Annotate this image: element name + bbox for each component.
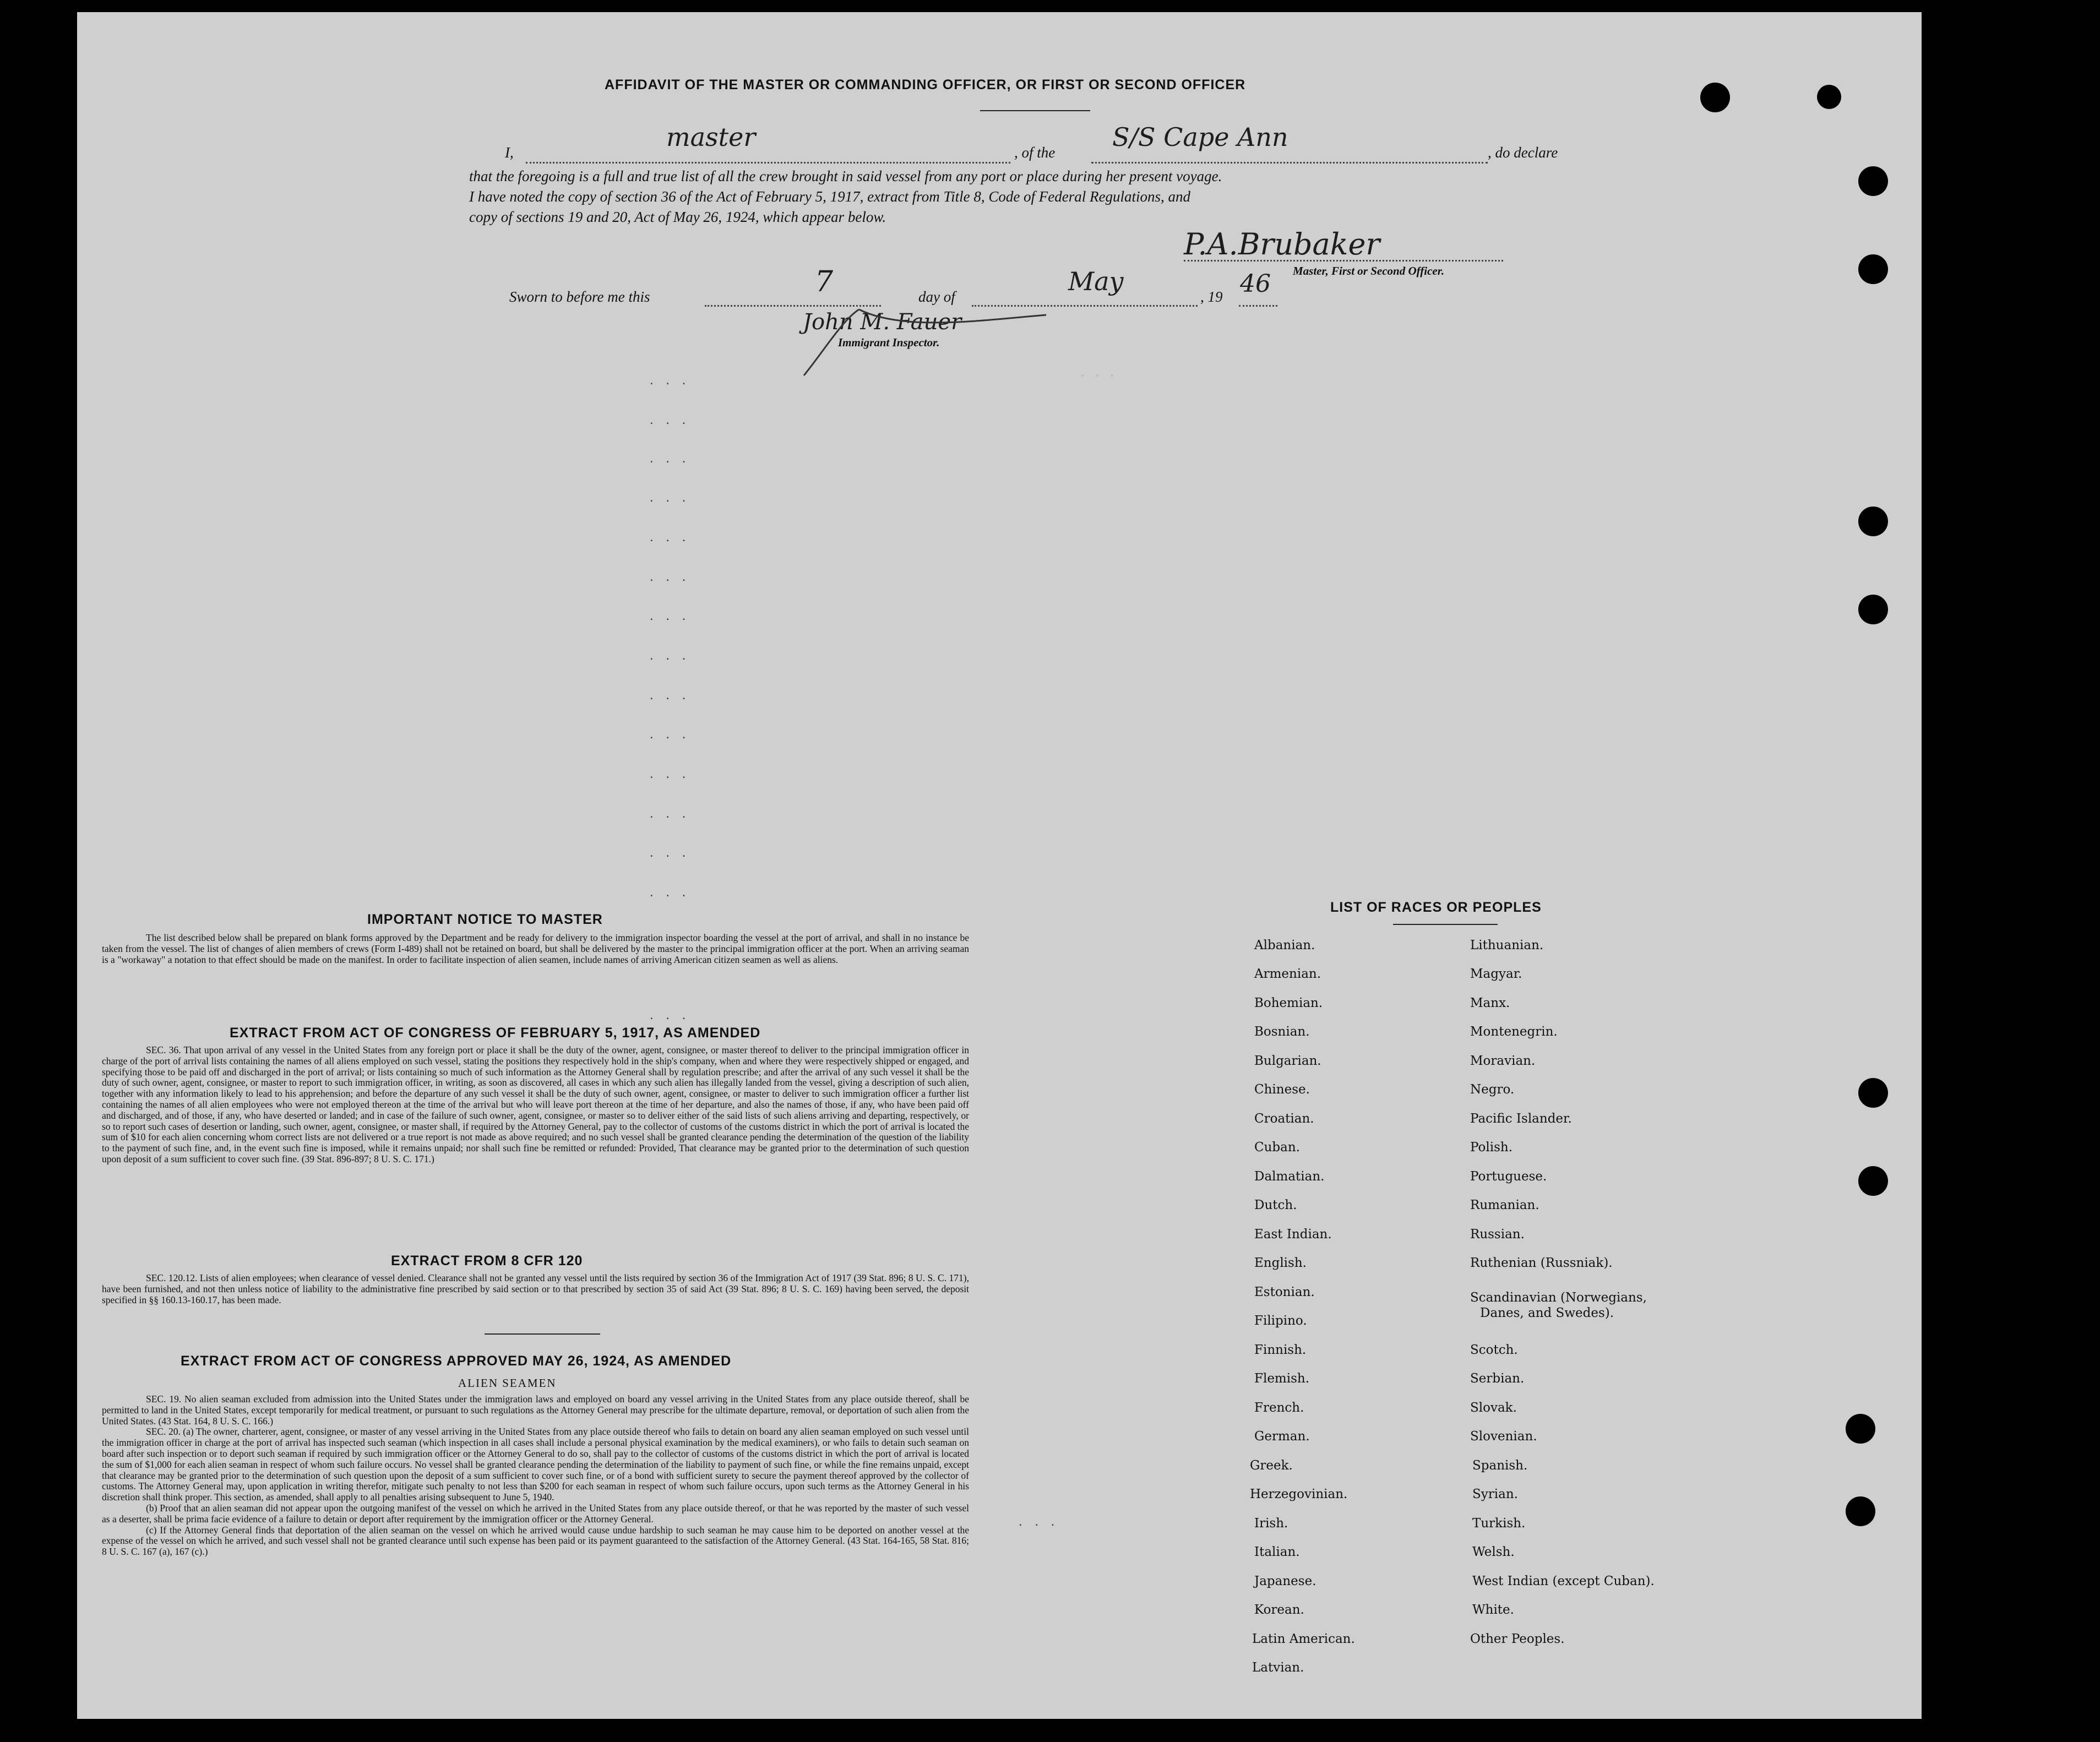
race-item: Latvian. (1252, 1661, 1304, 1675)
dots-row: . . . (650, 727, 690, 742)
race-item: Slovenian. (1470, 1429, 1537, 1444)
race-item: Magyar. (1470, 967, 1522, 981)
sworn-label: Sworn to before me this (509, 288, 650, 305)
race-item: Manx. (1470, 996, 1510, 1010)
dots-row: . . . (650, 412, 690, 427)
inspector-caption: Immigrant Inspector. (838, 336, 940, 349)
race-item: Spanish. (1472, 1458, 1528, 1473)
punch-hole (1858, 166, 1888, 196)
race-item: Negro. (1470, 1082, 1515, 1097)
race-item: Pacific Islander. (1470, 1112, 1572, 1126)
race-item: Greek. (1250, 1458, 1293, 1473)
master-signature: P.A.Brubaker (1184, 227, 1380, 262)
race-item: Moravian. (1470, 1054, 1536, 1068)
dots-row: . . . (650, 766, 690, 781)
inspector-flourish (793, 298, 1068, 381)
declare-label: , do declare (1488, 144, 1558, 161)
inspector-signature: John M. Fauer (803, 309, 962, 335)
affidavit-title: AFFIDAVIT OF THE MASTER OR COMMANDING OFFICER, OR FIRST OR SECOND OFFICER (605, 77, 1246, 92)
punch-hole (1846, 1414, 1875, 1444)
dots-row: . . . (650, 806, 690, 821)
year-prefix: , 19 (1200, 288, 1223, 305)
race-item: Other Peoples. (1470, 1632, 1565, 1646)
punch-hole (1858, 507, 1888, 536)
dots-row: . . . (650, 451, 690, 466)
extract-1917-title: EXTRACT FROM ACT OF CONGRESS OF FEBRUARY 5, 1917, AS AMENDED (230, 1025, 761, 1041)
notice-title: IMPORTANT NOTICE TO MASTER (367, 912, 603, 927)
races-title: LIST OF RACES OR PEOPLES (1330, 900, 1542, 915)
race-item: East Indian. (1254, 1227, 1332, 1242)
punch-hole (1858, 254, 1888, 284)
race-item: Turkish. (1472, 1516, 1526, 1531)
title-divider (980, 110, 1090, 111)
extract-1924-body (102, 1394, 969, 1558)
section-divider (485, 1333, 600, 1335)
race-item: Russian. (1470, 1227, 1525, 1242)
extract-cfr-title: EXTRACT FROM 8 CFR 120 (391, 1253, 583, 1269)
extract-1924-title: EXTRACT FROM ACT OF CONGRESS APPROVED MAY 26, 1924, AS AMENDED (181, 1353, 732, 1369)
dots-row: . . . (650, 608, 690, 623)
dots-row: . . . (650, 490, 690, 505)
dots-row: . . . (650, 648, 690, 663)
race-item: Portuguese. (1470, 1169, 1547, 1184)
race-item: Danes, and Swedes). (1480, 1306, 1614, 1320)
race-item: French. (1254, 1401, 1304, 1415)
punch-hole (1858, 595, 1888, 624)
master-handwriting: master (666, 122, 756, 152)
extract-1917-body (102, 1045, 969, 1165)
sworn-month-handwriting: May (1068, 266, 1124, 296)
race-item: Flemish. (1254, 1371, 1310, 1386)
race-item: Filipino. (1254, 1314, 1307, 1328)
race-item: Polish. (1470, 1140, 1513, 1155)
affidavit-body-3: copy of sections 19 and 20, Act of May 26, 1924, which appear below. (469, 209, 886, 225)
dots-row: . . . (1019, 1514, 1059, 1529)
punch-hole (1858, 1166, 1888, 1196)
race-item: Dalmatian. (1254, 1169, 1325, 1184)
race-item: Herzegovinian. (1250, 1487, 1348, 1501)
race-item: Estonian. (1254, 1285, 1315, 1299)
race-item: Armenian. (1254, 967, 1321, 981)
race-item: Bosnian. (1254, 1025, 1310, 1039)
sworn-day-handwriting: 7 (815, 265, 834, 298)
affidavit-body-2: I have noted the copy of section 36 of the Act of February 5, 1917, extract from Title 8, Code of Federal Regulations, and (469, 188, 1191, 205)
race-item: Bulgarian. (1254, 1054, 1321, 1068)
i-label: I, (505, 144, 514, 161)
race-item: Croatian. (1254, 1112, 1314, 1126)
race-item: Syrian. (1472, 1487, 1518, 1501)
dots-row: . . . (650, 688, 690, 703)
dots-row: . . . (650, 845, 690, 860)
day-of-label: day of (918, 288, 955, 305)
sec-20c-paragraph: (c) If the Attorney General finds that deportation of the alien seaman on the vessel on which he arrived would cause undue hardship to such seaman he may cause him to be deported on another vessel at the expense of the vessel on which he arrived, and such vessel shall not be granted clearance until such expense has been paid or its payment guaranteed to the satisfaction of the Attorney General. (43 Stat. 164-165, 58 Stat. 816; 8 U. S. C. 167 (a), 167 (c).) (102, 1524, 969, 1558)
race-item: Ruthenian (Russniak). (1470, 1256, 1613, 1270)
vessel-handwriting: S/S Cape Ann (1112, 122, 1288, 152)
dots-row: . . . (650, 530, 690, 545)
race-item: Rumanian. (1470, 1198, 1539, 1212)
race-item: German. (1254, 1429, 1310, 1444)
race-item: Irish. (1254, 1516, 1288, 1531)
extract-cfr-body (102, 1273, 969, 1305)
sec-20a-paragraph: SEC. 20. (a) The owner, charterer, agent, consignee, or master of any vessel arriving in the United States from any place outside thereof who fails to detain on board any alien seaman employed on such vessel until the immigration officer in charge at the port of arrival has inspected such seaman (which inspection in all cases shall include a personal physical examination by the medical examiners), or who fails to detain such seaman on board after such inspection or to deport such seaman if required by such immigration officer or the Attorney General to do so, shall pay to the collector of customs of the customs district in which the port of arrival is located the sum of $1,000 for each alien seaman in respect of whom such failure occurs. No vessel shall be granted clearance pending the determination of the liability to payment of such fine, or while the fine remains unpaid, except that clearance may be granted prior to the determination of such question upon the deposit of a sum sufficient to cover such fine, or of a bond with sufficient surety to secure the payment thereof approved by the collector of customs. The Attorney General may, upon application in writing therefor, mitigate such penalty to not less than $200 for each seaman in respect of whom such failure occurs, upon such terms as the Attorney General in his discretion shall think proper. This section, as amended, shall apply to all penalties arising subsequent to June 5, 1940. (102, 1426, 969, 1503)
race-item: Cuban. (1254, 1140, 1300, 1155)
race-item: Scotch. (1470, 1343, 1518, 1357)
year-handwriting: 46 (1240, 270, 1271, 298)
race-item: Bohemian. (1254, 996, 1323, 1010)
of-the-label: , of the (1014, 144, 1056, 161)
race-item: Chinese. (1254, 1082, 1310, 1097)
race-item: Lithuanian. (1470, 938, 1544, 952)
race-item: Albanian. (1254, 938, 1315, 952)
extract-cfr-paragraph: SEC. 120.12. Lists of alien employees; when clearance of vessel denied. Clearance shall not be granted any vessel until the lists required by section 36 of the Immigration Act of 1917 (39 Stat. 896; 8 U. S. C. 171), have been furnished, and not then unless notice of liability to the administrative fine prescribed by said section or to that prescribed by section 35 of said Act (39 Stat. 896; 8 U. S. C. 169) having been served, the deposit specified in §§ 160.13-160.17, has been made. (102, 1272, 969, 1305)
race-item: Welsh. (1472, 1545, 1515, 1559)
master-line (526, 162, 1010, 164)
race-item: Korean. (1254, 1603, 1304, 1617)
race-item: Montenegrin. (1470, 1025, 1558, 1039)
affidavit-body-1: that the foregoing is a full and true list of all the crew brought in said vessel from any port or place during her present voyage. (469, 168, 1222, 184)
races-divider (1393, 924, 1498, 925)
punch-hole (1858, 1078, 1888, 1108)
punch-hole (1700, 83, 1730, 112)
signature-line (1184, 260, 1503, 262)
punch-hole (1817, 85, 1841, 109)
dots-row: . . . (650, 569, 690, 584)
document-page (77, 12, 1922, 1719)
race-item: Serbian. (1470, 1371, 1525, 1386)
sec-20b-paragraph: (b) Proof that an alien seaman did not appear upon the outgoing manifest of the vessel on which he arrived in the United States from any place outside thereof, or that he was reported by the master of such vessel as a deserter, shall be prima facie evidence of a failure to detain or deport after requirement by the immigration officer or the Attorney General. (102, 1502, 969, 1525)
race-item: English. (1254, 1256, 1307, 1270)
extract-1917-paragraph: SEC. 36. That upon arrival of any vessel in the United States from any foreign port or place it shall be the duty of the owner, agent, consignee, or master thereof to deliver to the principal immigration officer in charge of the port of arrival lists containing the names of all aliens employed on such vessel, stating the positions they respectively hold in the ship's company, when and where they were respectively shipped or engaged, and specifying those to be paid off and discharged in the port of arrival; or lists containing so much of such information as the Attorney General shall by regulation prescribe; and after the arrival of any such vessel it shall be the duty of such owner, agent, consignee, or master to report to such immigration officer, in writing, as soon as discovered, all cases in which any such alien has illegally landed from the vessel, giving a description of such alien, together with any information likely to lead to his apprehension; and before the departure of any such vessel it shall be the duty of such owner, agent, consignee, or master to deliver to such immigration officer a further list containing the names of all alien employees who were not employed thereon at the time of the arrival but who will leave port thereon at the time of her departure, and also the names of those, if any, who have been paid off and discharged, and of those, if any, who have deserted or landed; and in case of the failure of such owner, agent, consignee, or master so to deliver either of the said lists of such aliens arriving and departing, respectively, or so to report such cases of desertion or landing, such owner, agent, consignee, or master shall, if required by the Attorney General, pay to the collector of customs of the customs district in which the port of arrival is located the sum of $10 for each alien concerning whom correct lists are not delivered or a true report is not made as above required; and no such vessel shall be granted clearance pending the determination of the question of the liability to the payment of such fine, and, in the event such fine is imposed, while it remains unpaid; nor shall such fine be remitted or refunded: Provided, That clearance may be granted prior to the determination of such question upon deposit of a sum sufficient to cover such fine. (39 Stat. 896-897; 8 U. S. C. 171.) (102, 1044, 969, 1164)
extract-1924-subtitle: ALIEN SEAMEN (458, 1376, 557, 1390)
bleed-through-text: · · · (1079, 369, 1116, 383)
race-item: Italian. (1254, 1545, 1300, 1559)
race-item: Finnish. (1254, 1343, 1307, 1357)
dots-row: . . . (650, 1008, 690, 1022)
race-item: White. (1472, 1603, 1514, 1617)
dots-row: . . . (650, 373, 690, 388)
dots-row: . . . (650, 885, 690, 900)
race-item: West Indian (except Cuban). (1472, 1574, 1655, 1588)
notice-body (102, 933, 969, 965)
race-item: Dutch. (1254, 1198, 1297, 1212)
year-line (1239, 305, 1277, 307)
race-item: Japanese. (1254, 1574, 1316, 1588)
signature-caption: Master, First or Second Officer. (1293, 264, 1444, 277)
race-item: Scandinavian (Norwegians, (1470, 1291, 1647, 1305)
notice-paragraph: The list described below shall be prepared on blank forms approved by the Department and be ready for delivery to the immigration inspector boarding the vessel at the port of arrival, and shall in no instance be taken from the vessel. The list of changes of alien members of crews (Form I-489) shall not be retained on board, but shall be delivered by the master to the principal immigration officer at the port. When an arriving seaman is a "workaway" a notation to that effect should be made on the manifest. In order to facilitate inspection of alien seamen, include names of arriving American citizen seamen as well as aliens. (102, 932, 969, 965)
race-item: Slovak. (1470, 1401, 1517, 1415)
vessel-line (1091, 162, 1488, 164)
sec-19-paragraph: SEC. 19. No alien seaman excluded from admission into the United States under the immigration laws and employed on board any vessel arriving in the United States from any place outside thereof, shall be permitted to land in the United States, except temporarily for medical treatment, or pursuant to such regulations as the Attorney General may prescribe for the ultimate departure, removal, or deportation of such alien from the United States. (43 Stat. 164, 8 U. S. C. 166.) (102, 1393, 969, 1427)
race-item: Latin American. (1252, 1632, 1355, 1646)
punch-hole (1846, 1496, 1875, 1526)
